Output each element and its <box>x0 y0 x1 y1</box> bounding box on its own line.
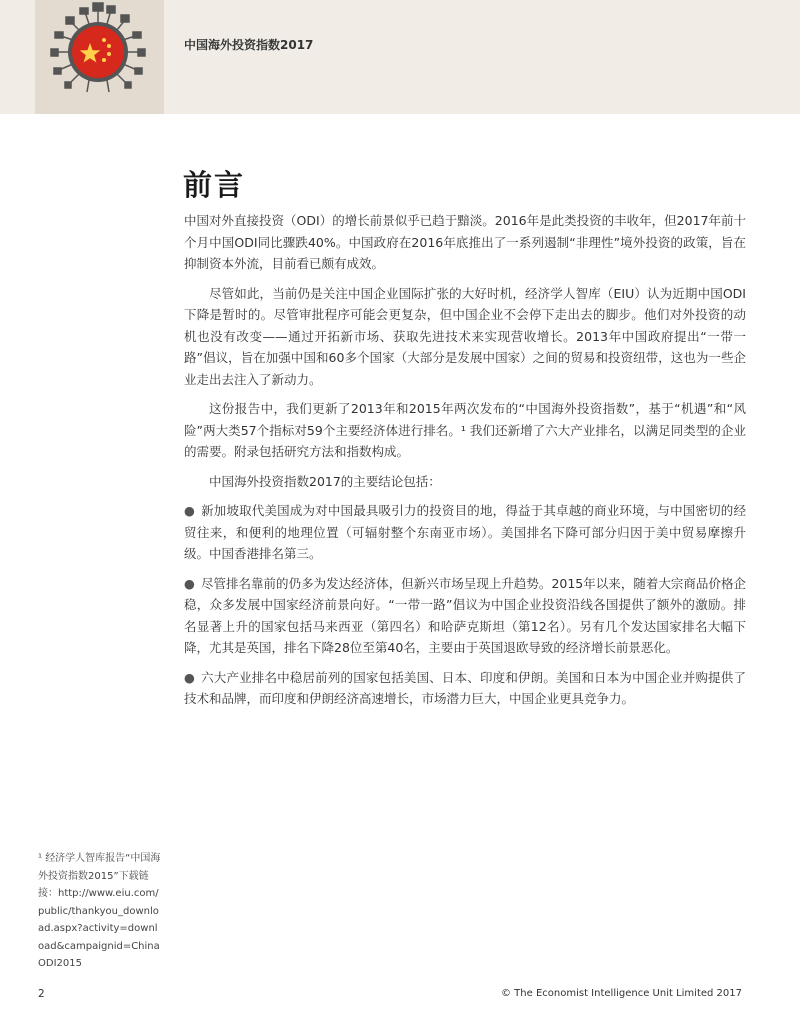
list-item <box>184 667 746 710</box>
report-header-title: 中国海外投资指数2017 <box>184 38 314 52</box>
list-item-text: 尽管排名靠前的仍多为发达经济体，但新兴市场呈现上升趋势。2015年以来，随着大宗商品价格企稳，众多发展中国家经济前景向好。“一带一路”倡议为中国企业投资沿线各国提供了额外的激励。排名显著上升的国家包括马来西亚（第四名）和哈萨克斯坦（第12名）。另有几个发达国家排名大幅下降，尤其是英国，排名下降28位至第40名，主要由于英国退欧导致的经济增长前景恶化。 <box>184 575 746 655</box>
paragraph: 中国对外直接投资（ODI）的增长前景似乎已趋于黯淡。2016年是此类投资的丰收年，但2017年前十个月中国ODI同比骤跌40%。中国政府在2016年底推出了一系列遏制“非理性”境外投资的政策，旨在抑制资本外流，目前看已颇有成效。 <box>184 213 746 271</box>
paragraph: 中国海外投资指数2017的主要结论包括： <box>209 473 441 489</box>
paragraph: 这份报告中，我们更新了2013年和2015年两次发布的“中国海外投资指数”，基于“机遇”和“风险”两大类57个指标对59个主要经济体进行排名。¹ 我们还新增了六大产业排名，以满足同类型的企业的需要。附录包括研究方法和指数构成。 <box>184 401 746 459</box>
bullet-icon: ● <box>184 669 196 685</box>
page-title: 前言 <box>183 168 246 202</box>
paragraph: 尽管如此，当前仍是关注中国企业国际扩张的大好时机，经济学人智库（EIU）认为近期中国ODI下降是暂时的。尽管审批程序可能会更复杂，但中国企业不会停下走出去的脚步。他们对外投资的动机也没有改变——通过开拓新市场、获取先进技术来实现营收增长。2013年中国政府提出“一带一路”倡议，旨在加强中国和60多个国家（大部分是发展中国家）之间的贸易和投资纽带，这也为一些企业走出去注入了新动力。 <box>184 285 746 387</box>
list-item <box>184 500 746 565</box>
bullet-icon: ● <box>184 575 195 591</box>
body-text <box>184 210 746 718</box>
bullet-icon: ● <box>184 503 196 518</box>
china-flag-globe-icon <box>35 0 164 114</box>
list-item <box>184 573 746 659</box>
list-item-text: 六大产业排名中稳居前列的国家包括美国、日本、印度和伊朗。美国和日本为中国企业并购提供了技术和品牌，而印度和伊朗经济高速增长，市场潜力巨大，中国企业更具竞争力。 <box>184 669 746 706</box>
footnote: ¹ 经济学人智库报告“中国海外投资指数2015”下载链接：http://www.eiu.com/public/thankyou_download.aspx?activity=download&campaignid=ChinaODI2015 <box>38 853 161 969</box>
list-item-text: 新加坡取代美国成为对中国最具吸引力的投资目的地，得益于其卓越的商业环境，与中国密切的经贸往来，和便利的地理位置（可辐射整个东南亚市场）。美国排名下降可部分归因于美中贸易摩擦升级。中国香港排名第三。 <box>184 503 746 561</box>
key-findings-list <box>184 500 746 710</box>
page-number: 2 <box>38 988 45 1000</box>
header-emblem <box>35 0 164 114</box>
copyright-notice: © The Economist Intelligence Unit Limited 2017 <box>501 988 742 999</box>
